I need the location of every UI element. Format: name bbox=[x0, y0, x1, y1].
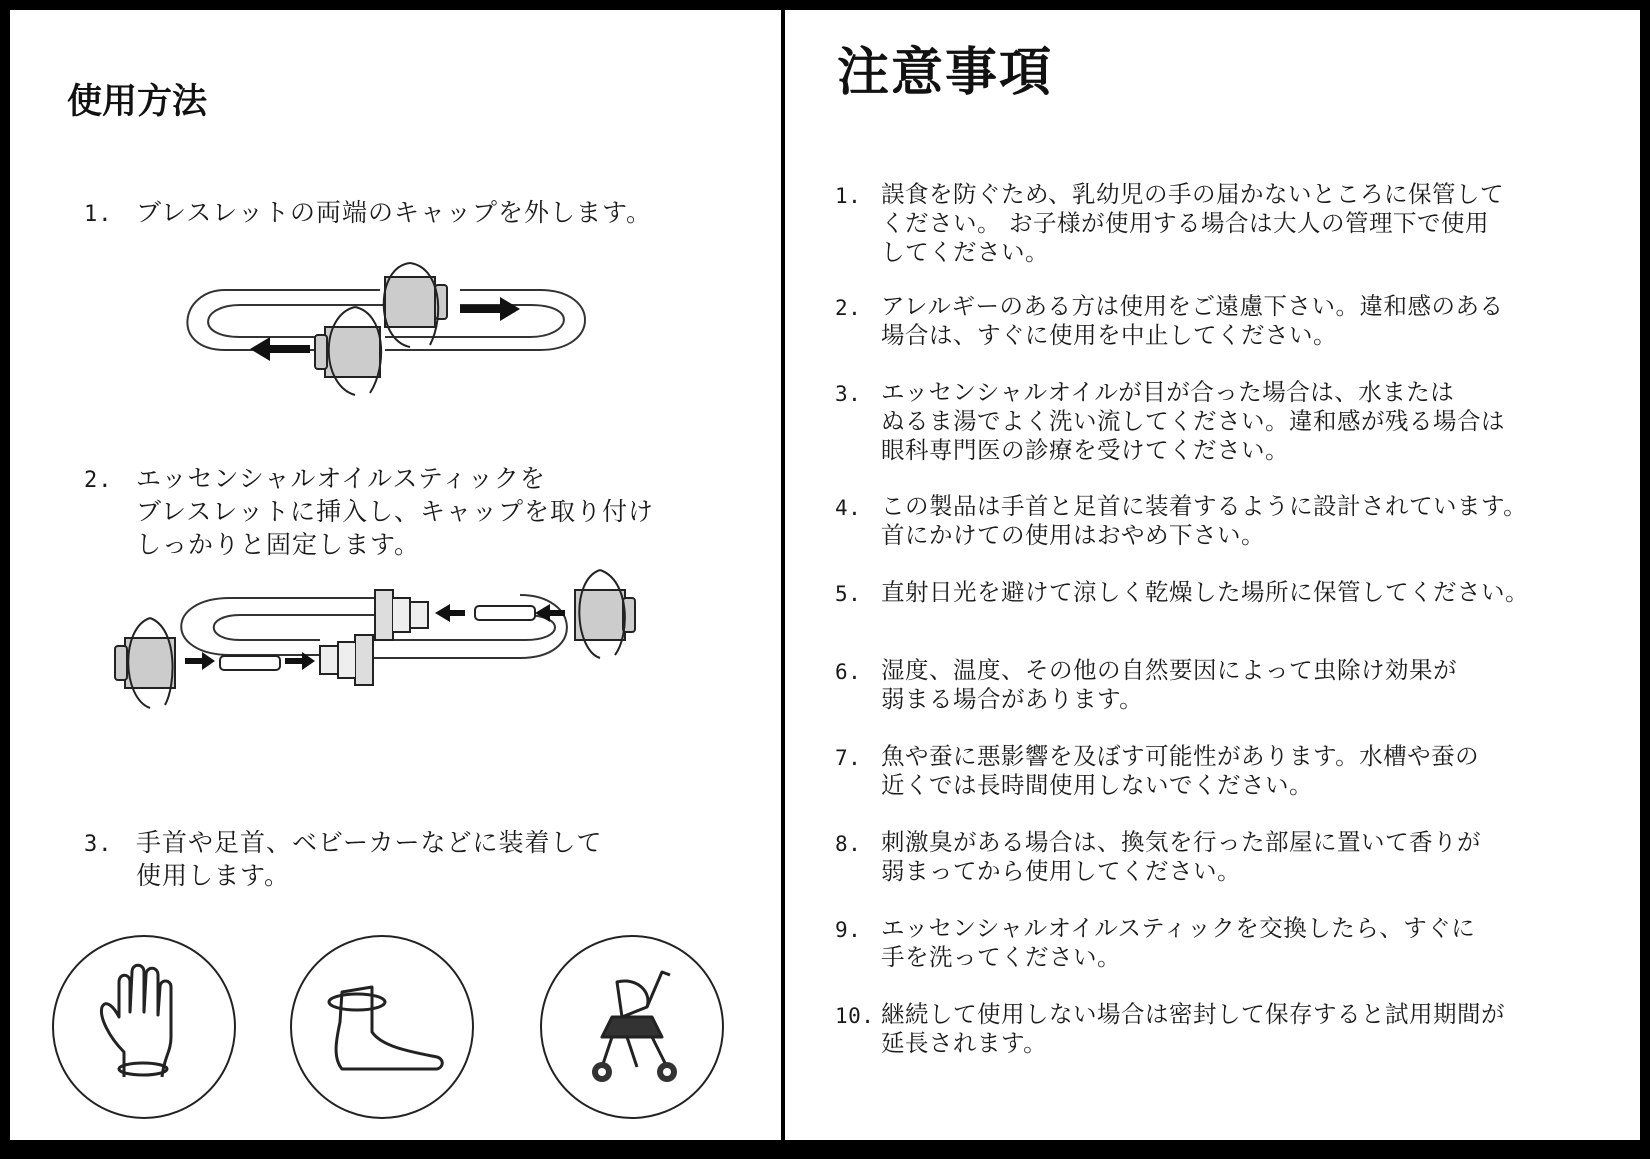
precaution-text: エッセンシャルオイルスティックを交換したら、すぐに 手を洗ってください。 bbox=[881, 914, 1476, 971]
precaution-number: 6. bbox=[835, 660, 862, 684]
precaution-number: 4. bbox=[835, 496, 862, 520]
wrist-hand-icon bbox=[52, 935, 236, 1119]
usage-title: 使用方法 bbox=[67, 82, 208, 122]
step-number: 3. bbox=[84, 832, 113, 857]
precaution-number: 3. bbox=[835, 382, 862, 406]
precaution-text: 直射日光を避けて涼しく乾燥した場所に保管してください。 bbox=[881, 578, 1529, 606]
ankle-foot-icon bbox=[290, 935, 474, 1119]
precaution-text: アレルギーのある方は使用をご遠慮下さい。違和感のある 場合は、すぐに使用を中止してください。 bbox=[881, 292, 1504, 349]
precaution-item-6 bbox=[835, 656, 1625, 714]
usage-step-2 bbox=[84, 462, 764, 561]
step-number: 2. bbox=[84, 468, 113, 493]
precaution-number: 5. bbox=[835, 582, 862, 606]
precaution-number: 9. bbox=[835, 918, 862, 942]
precaution-item-4 bbox=[835, 492, 1625, 550]
baby-stroller-icon bbox=[540, 935, 724, 1119]
precaution-item-10 bbox=[835, 1000, 1625, 1058]
precaution-number: 2. bbox=[835, 296, 862, 320]
usage-panel bbox=[10, 10, 781, 1140]
precaution-text: 魚や蚕に悪影響を及ぼす可能性があります。水槽や蚕の 近くでは長時間使用しないでください。 bbox=[881, 742, 1480, 799]
precaution-item-3 bbox=[835, 378, 1625, 465]
precaution-number: 10. bbox=[835, 1004, 875, 1028]
precaution-text: エッセンシャルオイルが目が合った場合は、水または ぬるま湯でよく洗い流してください。違和感が残る場合は 眼科専門医の診療を受けてください。 bbox=[881, 378, 1505, 464]
precaution-item-9 bbox=[835, 914, 1625, 972]
precaution-item-1 bbox=[835, 180, 1625, 267]
step-text: 手首や足首、ベビーカーなどに装着して 使用します。 bbox=[136, 828, 603, 890]
bracelet-insert-stick-illustration bbox=[110, 580, 690, 740]
precaution-item-5 bbox=[835, 578, 1625, 609]
precaution-item-7 bbox=[835, 742, 1625, 800]
precaution-text: 刺激臭がある場合は、換気を行った部屋に置いて香りが 弱まってから使用してください。 bbox=[881, 828, 1481, 885]
precaution-number: 7. bbox=[835, 746, 862, 770]
step-number: 1. bbox=[84, 202, 113, 227]
precautions-panel bbox=[785, 10, 1640, 1140]
precaution-text: 湿度、温度、その他の自然要因によって虫除け効果が 弱まる場合があります。 bbox=[881, 656, 1457, 713]
precaution-item-8 bbox=[835, 828, 1625, 886]
precaution-text: 継続して使用しない場合は密封して保存すると試用期間が 延長されます。 bbox=[881, 1000, 1505, 1057]
precautions-title: 注意事項 bbox=[837, 43, 1054, 103]
step-text: エッセンシャルオイルスティックを ブレスレットに挿入し、キャップを取り付け しっかりと固定します。 bbox=[136, 464, 655, 559]
usage-step-3 bbox=[84, 826, 764, 892]
step-text: ブレスレットの両端のキャップを外します。 bbox=[136, 198, 653, 227]
bracelet-remove-caps-illustration bbox=[170, 255, 620, 415]
precaution-text: この製品は手首と足首に装着するように設計されています。 首にかけての使用はおやめ下さい。 bbox=[881, 492, 1528, 549]
usage-step-1 bbox=[84, 196, 764, 231]
precaution-item-2 bbox=[835, 292, 1625, 350]
precaution-number: 8. bbox=[835, 832, 862, 856]
precaution-text: 誤食を防ぐため、乳幼児の手の届かないところに保管して ください。 お子様が使用する場合は大人の管理下で使用 してください。 bbox=[881, 180, 1505, 266]
precaution-number: 1. bbox=[835, 184, 862, 208]
